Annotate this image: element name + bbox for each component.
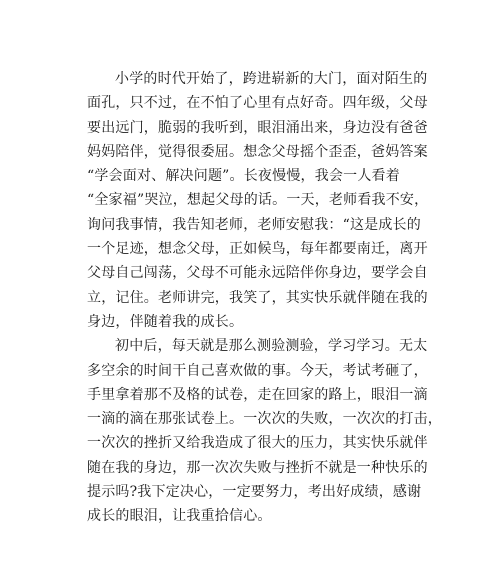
- text-line: 立，记住。老师讲完，我笑了，其实快乐就伴随在我的: [87, 289, 428, 306]
- text-line: “全家福”哭泣，想起父母的话。一天，老师看我不安，: [87, 192, 429, 209]
- text-line: 成长的眼泪，让我重拾信心。: [87, 508, 272, 525]
- text-line: 一滴的滴在那张试卷上。一次次的失败，一次次的打击，: [87, 411, 442, 428]
- text-line: 要出远门，脆弱的我听到，眼泪涌出来，身边没有爸爸: [87, 119, 428, 136]
- text-line: 父母自己闯荡，父母不可能永远陪伴你身边，要学会自: [87, 265, 428, 282]
- text-line: 初中后，每天就是那么测验测验，学习学习。无太: [115, 338, 428, 355]
- text-line: 身边，伴随着我的成长。: [87, 313, 244, 330]
- essay-text: [87, 67, 442, 529]
- text-line: 随在我的身边，那一次次失败与挫折不就是一种快乐的: [87, 459, 428, 476]
- paragraph-2: [87, 334, 442, 528]
- text-line: 一次次的挫折又给我造成了很大的压力，其实快乐就伴: [87, 435, 428, 452]
- paragraph-1: [87, 67, 429, 334]
- text-line: 面孔，只不过，在不怕了心里有点好奇。四年级，父母: [87, 95, 428, 112]
- text-line: 多空余的时间干自己喜欢做的事。今天，考试考砸了，: [87, 362, 428, 379]
- text-line: 小学的时代开始了，跨进崭新的大门，面对陌生的: [115, 71, 428, 87]
- text-line: “学会面对、解决问题”。长夜慢慢，我会一人看着: [87, 168, 400, 185]
- text-line: 提示吗?我下定决心，一定要努力，考出好成绩，感谢: [87, 484, 422, 501]
- text-line: 询问我事情，我告知老师，老师安慰我：“这是成长的: [87, 216, 421, 233]
- text-line: 一个足迹，想念父母，正如候鸟，每年都要南迁，离开: [87, 241, 428, 258]
- text-line: 手里拿着那不及格的试卷，走在回家的路上，眼泪一滴: [87, 386, 428, 403]
- text-line: 妈妈陪伴，觉得很委屈。想念父母摇个歪歪，爸妈答案: [87, 143, 428, 160]
